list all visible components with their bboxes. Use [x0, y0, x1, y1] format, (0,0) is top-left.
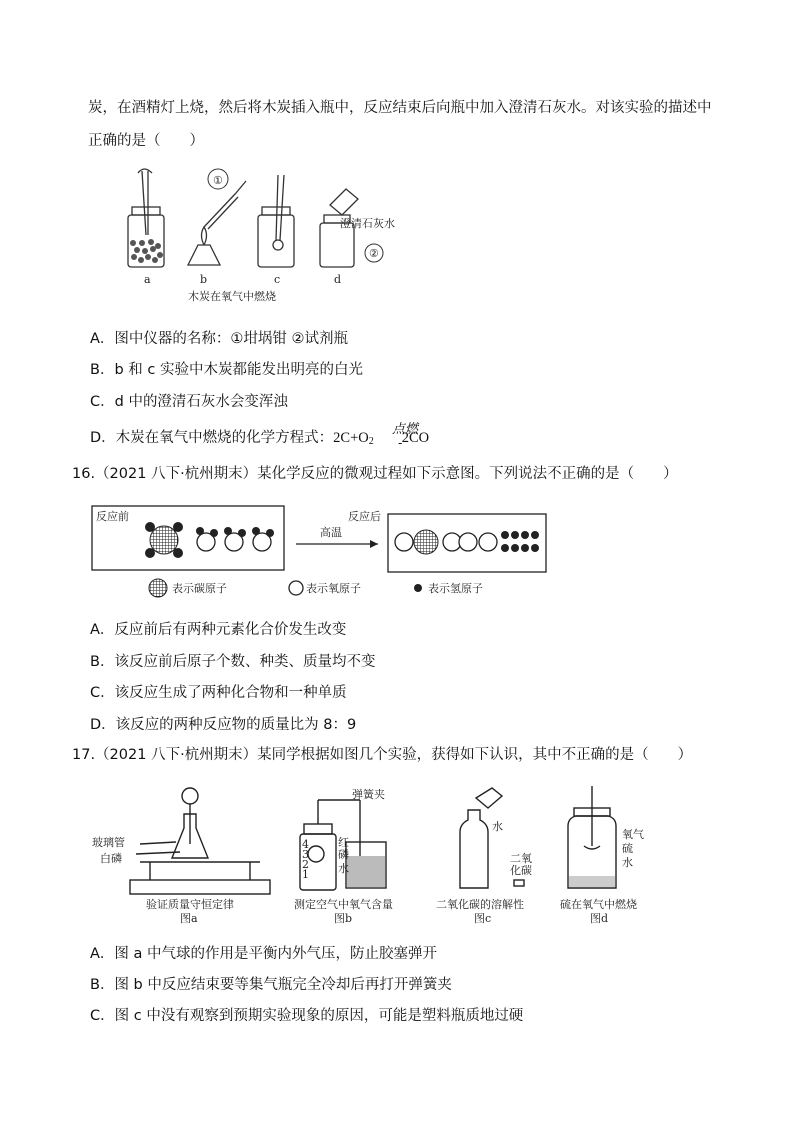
q16-option-b: B．该反应前后原子个数、种类、质量均不变 [90, 654, 376, 670]
q17-b-label: 图b [334, 912, 353, 925]
q17-b-caption: 测定空气中氧气含量 [294, 898, 393, 911]
q17-d-water-label: 水 [622, 856, 633, 869]
q15-jar-c [258, 175, 294, 267]
q17-option-a: A．图 a 中气球的作用是平衡内外气压，防止胶塞弹开 [90, 946, 438, 962]
q16-legend-hydrogen-swatch [414, 584, 422, 592]
q15-marker1: ① [213, 174, 223, 187]
q17-b-mark-4: 4 [302, 838, 309, 851]
q15-label-b: b [200, 273, 208, 286]
q15-charcoal [130, 239, 163, 263]
q17-b-water-label: 水 [338, 862, 349, 875]
q16-molecule-h2o-1 [196, 527, 218, 551]
q16-stem: 16.（2021 八下·杭州期末）某化学反应的微观过程如下示意图。下列说法不正确的是（ ） [72, 466, 678, 482]
q15-option-c: C．d 中的澄清石灰水会变浑浊 [90, 394, 288, 410]
q15-caption: 木炭在氧气中燃烧 [188, 290, 276, 303]
q16-after-molecules [395, 530, 539, 554]
q17-figure [90, 784, 650, 934]
q17-d-caption: 硫在氧气中燃烧 [560, 898, 637, 911]
q15-lamp-b [188, 181, 246, 265]
q17-a-tube: 玻璃管 [92, 836, 125, 849]
q16-condition: 高温 [320, 526, 342, 539]
q15-equation-rhs: 2CO [401, 430, 430, 446]
q16-legend-hydrogen: 表示氢原子 [428, 582, 483, 595]
q17-c-co2-2: 化碳 [510, 864, 532, 877]
q17-b-mark-3: 3 [302, 848, 309, 861]
q17-d-water [569, 876, 615, 887]
q16-figure [90, 500, 550, 606]
q15-option-d [90, 428, 429, 452]
q17-a-label: 图a [180, 912, 198, 925]
q16-option-d: D．该反应的两种反应物的质量比为 8：9 [90, 717, 357, 733]
q17-c-caption: 二氧化碳的溶解性 [436, 898, 524, 911]
q17-b-mark-1: 1 [302, 868, 309, 881]
q15-condition-mark: - [398, 436, 403, 450]
q15-label-d: d [334, 273, 342, 286]
q15-condition: 点燃 [392, 422, 419, 437]
q17-option-c: C．图 c 中没有观察到预期实验现象的原因，可能是塑料瓶质地过硬 [90, 1008, 524, 1024]
q17-fig-a-apparatus [130, 788, 270, 894]
q15-stem-line1: 炭，在酒精灯上烧，然后将木炭插入瓶中，反应结束后向瓶中加入澄清石灰水。对该实验的描述中 [88, 100, 712, 116]
q17-c-co2-1: 二氧 [510, 852, 532, 865]
q16-molecule-h2o-2 [224, 527, 246, 551]
q15-option-a: A．图中仪器的名称：①坩埚钳 ②试剂瓶 [90, 331, 349, 347]
q17-stem: 17.（2021 八下·杭州期末）某同学根据如图几个实验，获得如下认识，其中不正确的是（ ） [72, 747, 693, 763]
q16-before-label: 反应前 [96, 510, 129, 523]
q17-d-label: 图d [590, 912, 609, 925]
q17-c-label: 图c [474, 912, 492, 925]
q16-legend-oxygen: 表示氧原子 [306, 582, 361, 595]
q17-d-o2: 氧气 [622, 828, 644, 841]
q16-legend-oxygen-swatch [289, 581, 303, 595]
q17-b-red2: 磷 [338, 848, 349, 861]
q15-equation-lhs [333, 428, 374, 452]
q17-b-water [347, 856, 385, 887]
q16-option-a: A．反应前后有两种元素化合价发生改变 [90, 622, 347, 638]
q16-molecule-h2o-3 [252, 527, 274, 551]
q16-after-label: 反应后 [348, 510, 381, 523]
q15-option-d-prefix: D．木炭在氧气中燃烧的化学方程式： [90, 430, 334, 446]
q17-fig-d-apparatus [568, 786, 616, 888]
q16-legend-carbon: 表示碳原子 [172, 582, 227, 595]
q17-b-red1: 红 [338, 836, 349, 849]
q15-stem-line2: 正确的是（ ） [88, 133, 204, 149]
q16-molecule-ch4 [145, 522, 183, 558]
q17-c-water: 水 [492, 820, 503, 833]
q15-option-b: B．b 和 c 实验中木炭都能发出明亮的白光 [90, 362, 363, 378]
eq-lhs: 2C+O [333, 430, 369, 446]
q17-a-caption: 验证质量守恒定律 [146, 898, 234, 911]
q16-legend-carbon-swatch [149, 579, 167, 597]
q15-figure [118, 165, 408, 305]
eq-sub: 2 [368, 436, 374, 447]
q15-label-a: a [144, 273, 151, 286]
q15-marker2: ② [369, 247, 379, 260]
q15-label-c: c [274, 273, 281, 286]
q17-a-phos: 白磷 [100, 852, 122, 865]
q17-b-mark-2: 2 [302, 858, 309, 871]
q17-d-sulfur: 硫 [622, 842, 633, 855]
q17-b-clamp: 弹簧夹 [352, 788, 385, 801]
q16-option-c: C．该反应生成了两种化合物和一种单质 [90, 685, 347, 701]
q15-reagent-label: 澄清石灰水 [340, 217, 395, 230]
q17-option-b: B．图 b 中反应结束要等集气瓶完全冷却后再打开弹簧夹 [90, 977, 452, 993]
